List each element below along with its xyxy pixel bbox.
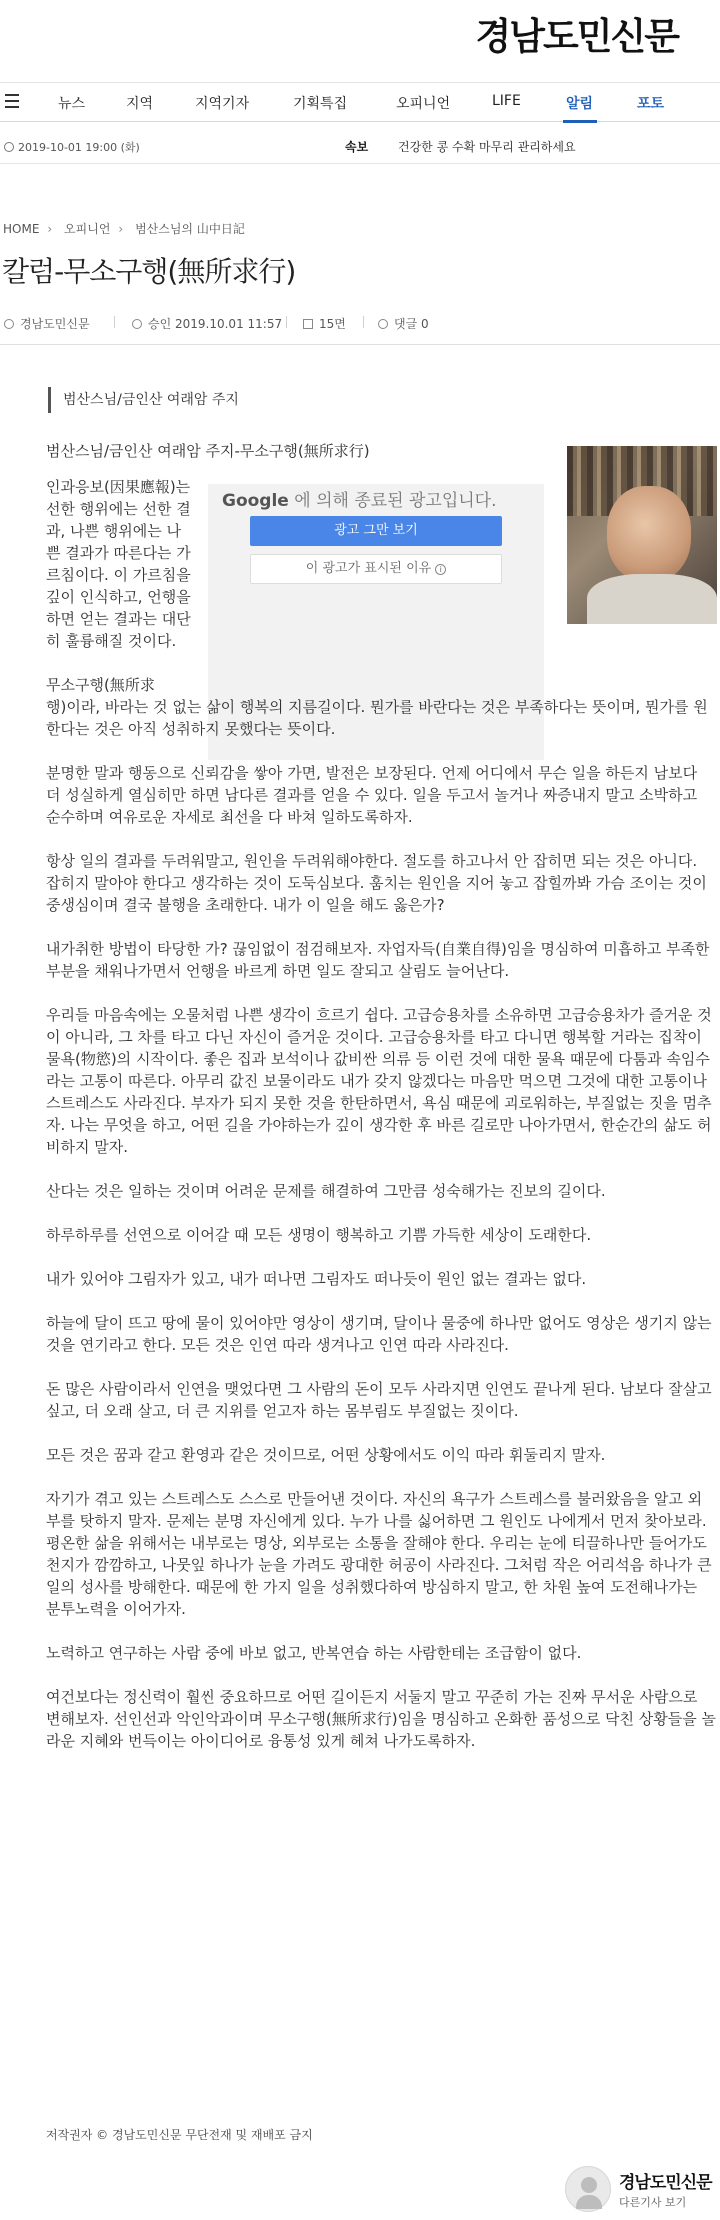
nav-item-region-reporter[interactable]: 지역기자 — [195, 96, 250, 112]
article-paragraph: 무소구행(無所求 — [46, 676, 155, 694]
menu-icon[interactable] — [5, 94, 19, 108]
article-paragraph: 내가 있어야 그림자가 있고, 내가 떠나면 그림자도 떠나듯이 원인 없는 결과는 없다. — [46, 1270, 587, 1288]
more-articles-link[interactable]: 다른기사 보기 — [619, 2196, 687, 2209]
article-paragraph: 행)이라, 바라는 것 없는 삶이 행복의 지름길이다. 뭔가를 바란다는 것은 부족하다는 뜻이며, 뭔가를 원한다는 것은 아직 성취하지 못했다는 뜻이다. — [46, 698, 708, 738]
article-title: 칼럼-무소구행(無所求行) — [2, 255, 296, 288]
clock-icon — [132, 319, 142, 329]
comments-link[interactable]: 댓글 0 — [378, 315, 429, 332]
site-logo[interactable]: 경남도민신문 — [475, 15, 678, 58]
article-intro: 범산스님/금인산 여래암 주지-무소구행(無所求行) — [46, 442, 370, 460]
nav-item-life[interactable]: LIFE — [492, 93, 521, 109]
breadcrumb-separator-icon: › — [118, 222, 124, 236]
article-paragraph: 하루하루를 선연으로 이어갈 때 모든 생명이 행복하고 기쁨 가득한 세상이 도래한다. — [46, 1226, 592, 1244]
meta-divider — [286, 316, 287, 328]
approved-date: 승인 2019.10.01 11:57 — [132, 315, 282, 332]
breadcrumb-section[interactable]: 범산스님의 山中日記 — [135, 222, 245, 236]
copyright-notice: 저작권자 © 경남도민신문 무단전재 및 재배포 금지 — [46, 2128, 313, 2142]
breadcrumb-separator-icon: › — [47, 222, 53, 236]
article-paragraph: 분명한 말과 행동으로 신뢰감을 쌓아 가면, 발전은 보장된다. 언제 어디에서 무슨 일을 하든지 남보다 더 성실하게 열심히만 하면 남다른 결과를 얻을 수 있다. 일을 두고서 놀거나 짜증내지 말고 소박하고 순수하며 여유로운 자세로 최선을 다 바쳐 일하도록하자. — [46, 764, 698, 826]
author-widget-name: 경남도민신문 — [619, 2173, 712, 2193]
main-nav — [0, 82, 720, 122]
breaking-label: 속보 — [345, 140, 369, 154]
meta-divider — [363, 316, 364, 328]
author-widget[interactable] — [565, 2160, 720, 2216]
current-date: 2019-10-01 19:00 (화) — [4, 139, 140, 155]
nav-item-feature[interactable]: 기획특집 — [293, 96, 348, 112]
nav-item-news[interactable]: 뉴스 — [58, 96, 86, 112]
active-tab-indicator — [563, 120, 597, 123]
info-icon: i — [435, 564, 446, 575]
article-paragraph: 산다는 것은 일하는 것이며 어려운 문제를 해결하여 그만큼 성숙해가는 진보의 길이다. — [46, 1182, 606, 1200]
ad-closed-message: Google 에 의해 종료된 광고입니다. — [222, 491, 497, 511]
page-number: 15면 — [303, 315, 346, 332]
clock-icon — [4, 142, 14, 152]
article-paragraph: 내가취한 방법이 타당한 가? 끊임없이 점검해보자. 자업자득(自業自得)임을 명심하여 미흡하고 부족한 부분을 채워나가면서 언행을 바르게 하면 일도 잘되고 살림도 늘어난다. — [46, 940, 710, 980]
breadcrumb — [3, 220, 253, 237]
nav-item-opinion[interactable]: 오피니언 — [396, 96, 451, 112]
article-paragraph: 항상 일의 결과를 두려워말고, 원인을 두려워해야한다. 절도를 하고나서 안 잡히면 되는 것은 아니다. 잡히지 말아야 한다고 생각하는 것이 도둑심보다. 훔치는 원인을 지어 놓고 잡힐까봐 가슴 조이는 것이 중생심이며 결국 불행을 초래한다. 내가 이 일을 해도 옳은가? — [46, 852, 707, 914]
newspaper-icon — [303, 319, 313, 329]
byline: 범산스님/금인산 여래암 주지 — [48, 387, 239, 413]
meta-divider-line — [0, 344, 720, 345]
masthead — [0, 0, 720, 56]
google-logo: Google — [222, 491, 289, 511]
why-this-ad-button[interactable]: 이 광고가 표시된 이유 i — [250, 554, 502, 584]
nav-item-notice[interactable]: 알림 — [566, 96, 594, 112]
article-paragraph: 자기가 겪고 있는 스트레스도 스스로 만들어낸 것이다. 자신의 욕구가 스트레스를 불러왔음을 알고 외부를 탓하지 말자. 문제는 분명 자신에게 있다. 누가 나를 싫어하면 그 원인도 나에게서 먼저 찾아보라. 평온한 삶을 위해서는 내부로는 명상, 외부로는 소통을 잘해야 한다. 우리는 눈에 티끌하나만 들어가도 천지가 깜깜하고, 나뭇잎 하나가 눈을 가려도 광대한 허공이 사라진다. 그처럼 작은 어리석음 하나가 큰일의 성사를 방해한다. 때문에 한 가지 일을 성취했다하여 방심하지 말고, 한 차원 높여 도전해나가는 분투노력을 이어가자. — [46, 1490, 712, 1618]
article-paragraph: 하늘에 달이 뜨고 땅에 물이 있어야만 영상이 생기며, 달이나 물중에 하나만 없어도 영상은 생기지 않는 것을 연기라고 한다. 모든 것은 인연 따라 생겨나고 인연 따라 사라진다. — [46, 1314, 712, 1354]
article-paragraph: 여건보다는 정신력이 훨씬 중요하므로 어떤 길이든지 서둘지 말고 꾸준히 가는 진짜 무서운 사람으로 변해보자. 선인선과 악인악과이며 무소구행(無所求行)임을 명심하고 온화한 품성으로 닥친 상황들을 놀라운 지혜와 번득이는 아이디어로 융통성 있게 헤쳐 나가도록하자. — [46, 1688, 717, 1750]
nav-item-photo[interactable]: 포토 — [637, 96, 665, 112]
user-icon — [4, 319, 14, 329]
comment-icon — [378, 319, 388, 329]
article-body — [46, 440, 716, 1774]
author: 경남도민신문 — [4, 315, 90, 332]
breadcrumb-opinion[interactable]: 오피니언 — [64, 222, 111, 236]
breadcrumb-home[interactable]: HOME — [3, 222, 40, 236]
article-paragraph: 모든 것은 꿈과 같고 환영과 같은 것이므로, 어떤 상황에서도 이익 따라 휘둘리지 말자. — [46, 1446, 606, 1464]
article-paragraph: 인과응보(因果應報)는 선한 행위에는 선한 결과, 나쁜 행위에는 나쁜 결과가 따른다는 가르침이다. 이 가르침을 깊이 인식하고, 언행을 하면 얻는 결과는 대단히 훌륭해질 것이다. — [46, 478, 191, 650]
breaking-news-link[interactable]: 건강한 콩 수확 마무리 관리하세요 — [398, 140, 576, 154]
info-bar — [0, 128, 720, 164]
article-paragraph: 우리들 마음속에는 오물처럼 나쁜 생각이 흐르기 쉽다. 고급승용차를 소유하면 고급승용차가 즐거운 것이 아니라, 그 차를 타고 다닌 자신이 즐거운 것이다. 고급승용차를 타고 다니면 행복할 거라는 집착이 물욕(物慾)의 시작이다. 좋은 집과 보석이나 값비싼 의류 등 이런 것에 대한 물욕 때문에 다툼과 속임수라는 고통이 따른다. 아무리 값진 보물이라도 내가 갖지 않겠다는 마음만 먹으면 그것에 대한 고통이나 스트레스도 사라진다. 부자가 되지 못한 것을 한탄하면서, 욕심 때문에 괴로워하는, 부질없는 짓을 멈추자. 나는 무엇을 하고, 어떤 길을 가야하는가 깊이 생각한 후 바른 길로만 나아가면서, 한순간의 삶도 허비하지 말자. — [46, 1006, 712, 1156]
article-paragraph: 돈 많은 사람이라서 인연을 맺었다면 그 사람의 돈이 모두 사라지면 인연도 끝나게 된다. 남보다 잘살고 싶고, 더 오래 살고, 더 큰 지위를 얻고자 하는 몸부림도 부질없는 짓이다. — [46, 1380, 712, 1420]
article-paragraph: 노력하고 연구하는 사람 중에 바보 없고, 반복연습 하는 사람한테는 조급함이 없다. — [46, 1644, 582, 1662]
nav-item-region[interactable]: 지역 — [126, 96, 154, 112]
meta-divider — [114, 316, 115, 328]
stop-ad-button[interactable]: 광고 그만 보기 — [250, 516, 502, 546]
avatar — [565, 2166, 611, 2212]
